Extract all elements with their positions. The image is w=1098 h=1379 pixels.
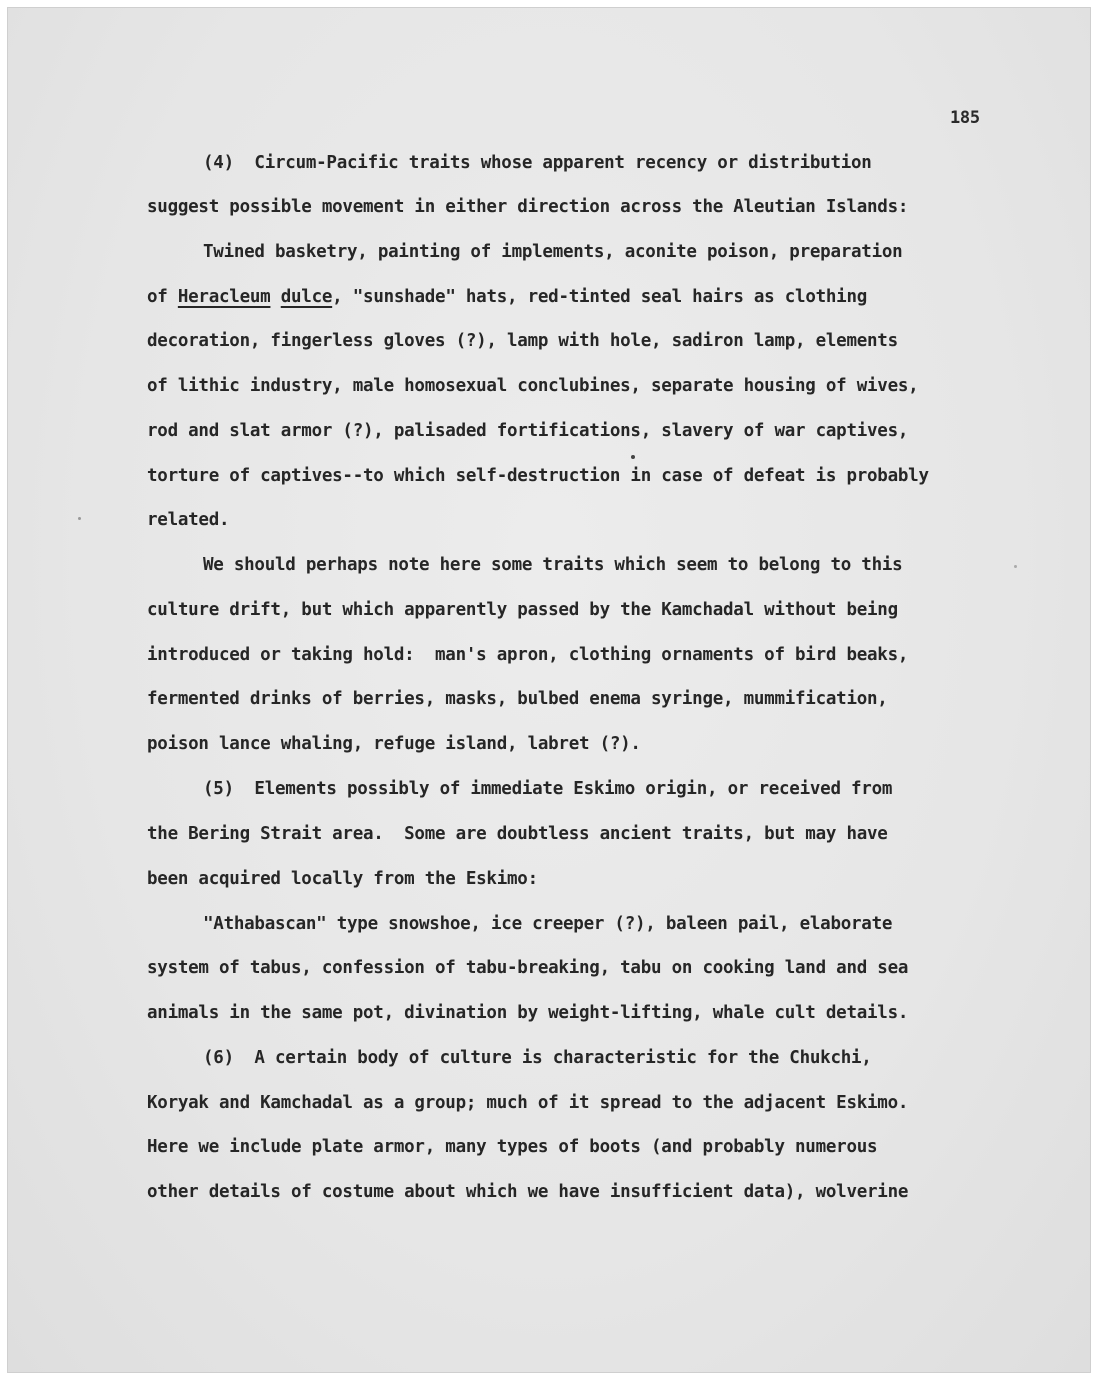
text-line-21: (6) A certain body of culture is characteristic for the Chukchi, [203,1048,872,1068]
text-line-15: (5) Elements possibly of immediate Eskimo origin, or received from [203,779,893,799]
scan-speck [631,455,635,459]
text-line-8: torture of captives--to which self-destruction in case of defeat is probably [147,466,929,486]
scan-speck [78,517,81,520]
text-line-23: Here we include plate armor, many types of boots (and probably numerous [147,1137,878,1157]
text-line-19: system of tabus, confession of tabu-breaking, tabu on cooking land and sea [147,958,909,978]
page-number: 185 [950,108,980,128]
text-line-20: animals in the same pot, divination by weight-lifting, whale cult details. [147,1003,909,1023]
text-line-5: decoration, fingerless gloves (?), lamp with hole, sadiron lamp, elements [147,331,898,351]
text-line-4: of Heracleum dulce, "sunshade" hats, red-tinted seal hairs as clothing [147,287,868,307]
text-line-16: the Bering Strait area. Some are doubtless ancient traits, but may have [147,824,888,844]
text-line-9: related. [147,510,230,530]
text-line-10: We should perhaps note here some traits which seem to belong to this [203,555,903,575]
text-line-3: Twined basketry, painting of implements, aconite poison, preparation [203,242,903,262]
text-line-12: introduced or taking hold: man's apron, clothing ornaments of bird beaks, [147,645,909,665]
text-line-2: suggest possible movement in either direction across the Aleutian Islands: [147,197,909,217]
text-line-7: rod and slat armor (?), palisaded fortifications, slavery of war captives, [147,421,909,441]
text-line-24: other details of costume about which we have insufficient data), wolverine [147,1182,909,1202]
text-line-22: Koryak and Kamchadal as a group; much of it spread to the adjacent Eskimo. [147,1093,909,1113]
text-line-17: been acquired locally from the Eskimo: [147,869,538,889]
italic-term-dulce: dulce [280,287,333,307]
text-line-1: (4) Circum-Pacific traits whose apparent recency or distribution [203,153,872,173]
text-line-14: poison lance whaling, refuge island, labret (?). [147,734,641,754]
text-line-13: fermented drinks of berries, masks, bulbed enema syringe, mummification, [147,689,888,709]
text-line-6: of lithic industry, male homosexual conclubines, separate housing of wives, [147,376,919,396]
text-line-18: "Athabascan" type snowshoe, ice creeper (?), baleen pail, elaborate [203,914,893,934]
italic-term-heracleum: Heracleum [177,287,271,307]
text-line-11: culture drift, but which apparently passed by the Kamchadal without being [147,600,898,620]
scan-speck [1014,565,1017,568]
